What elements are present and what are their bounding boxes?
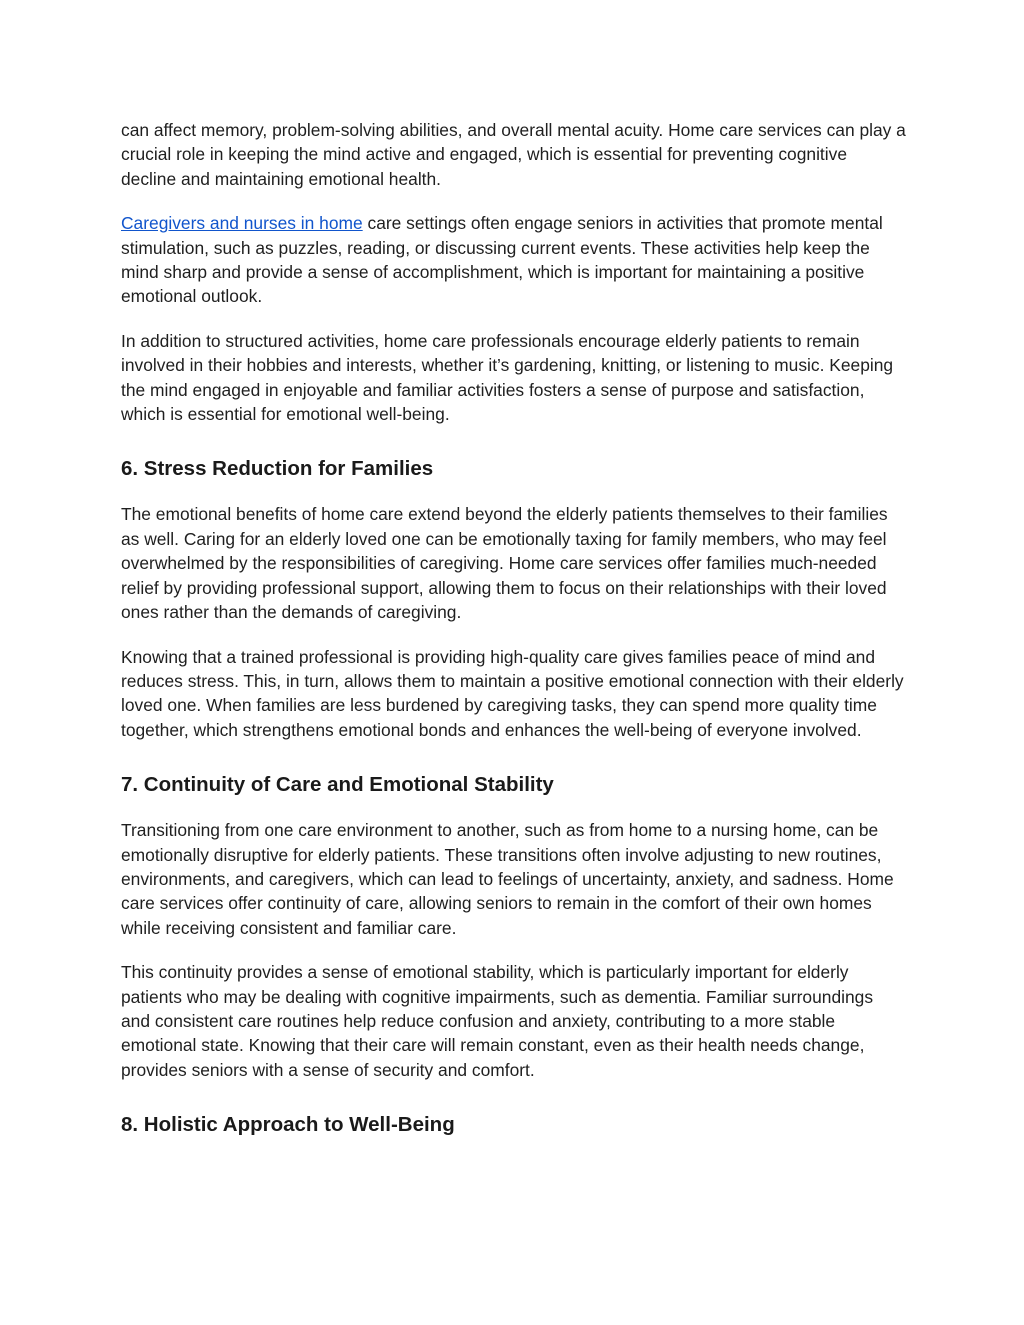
paragraph-mental-stimulation bbox=[121, 211, 906, 309]
paragraph-cognitive-decline: can affect memory, problem-solving abilities, and overall mental acuity. Home care services can play a crucial role in keeping the mind active and engaged, which is essential for preventing cognitive decline and maintaining emotional health. bbox=[121, 120, 906, 189]
section-heading-stress-reduction: 6. Stress Reduction for Families bbox=[121, 457, 434, 481]
paragraph-family-relief: The emotional benefits of home care extend beyond the elderly patients themselves to their families as well. Caring for an elderly loved one can be emotionally taxing for family members, who may feel overwhelmed by the responsibilities of caregiving. Home care services offer families much-needed relief by providing professional support, allowing them to focus on their relationships with their loved ones rather than the demands of caregiving. bbox=[121, 504, 888, 623]
section-heading-continuity-of-care: 7. Continuity of Care and Emotional Stability bbox=[121, 773, 554, 797]
paragraph-transitions: Transitioning from one care environment to another, such as from home to a nursing home, can be emotionally disruptive for elderly patients. These transitions often involve adjusting to new routines, environments, and caregivers, which can lead to feelings of uncertainty, anxiety, and sadness. Home care services offer continuity of care, allowing seniors to remain in the comfort of their own homes while receiving consistent and familiar care. bbox=[121, 820, 894, 938]
paragraph-hobbies-interests: In addition to structured activities, home care professionals encourage elderly patients to remain involved in their hobbies and interests, whether it’s gardening, knitting, or listening to music. Keeping the mind engaged in enjoyable and familiar activities fosters a sense of purpose and satisfaction, which is essential for emotional well-being. bbox=[121, 330, 894, 425]
paragraph-peace-of-mind: Knowing that a trained professional is providing high-quality care gives families peace of mind and reduces stress. This, in turn, allows them to maintain a positive emotional connection with their elderly loved one. When families are less burdened by caregiving tasks, they can spend more quality time together, which strengthens emotional bonds and enhances the well-being of everyone involved. bbox=[121, 646, 904, 740]
section-heading-holistic-approach: 8. Holistic Approach to Well-Being bbox=[121, 1113, 455, 1137]
caregivers-nurses-link[interactable]: Caregivers and nurses in home bbox=[121, 213, 363, 234]
document-body bbox=[121, 118, 906, 1158]
paragraph-mental-stimulation-text: care settings often engage seniors in activities that promote mental stimulation, such as puzzles, reading, or discussing current events. These activities help keep the mind sharp and provide a sense of accomplishment, which is important for maintaining a positive emotional outlook. bbox=[121, 213, 883, 307]
paragraph-emotional-stability: This continuity provides a sense of emotional stability, which is particularly important for elderly patients who may be dealing with cognitive impairments, such as dementia. Familiar surroundings and consistent care routines help reduce confusion and anxiety, contributing to a more stable emotional state. Knowing that their care will remain constant, even as their health needs change, provides seniors with a sense of security and comfort. bbox=[121, 962, 874, 1080]
